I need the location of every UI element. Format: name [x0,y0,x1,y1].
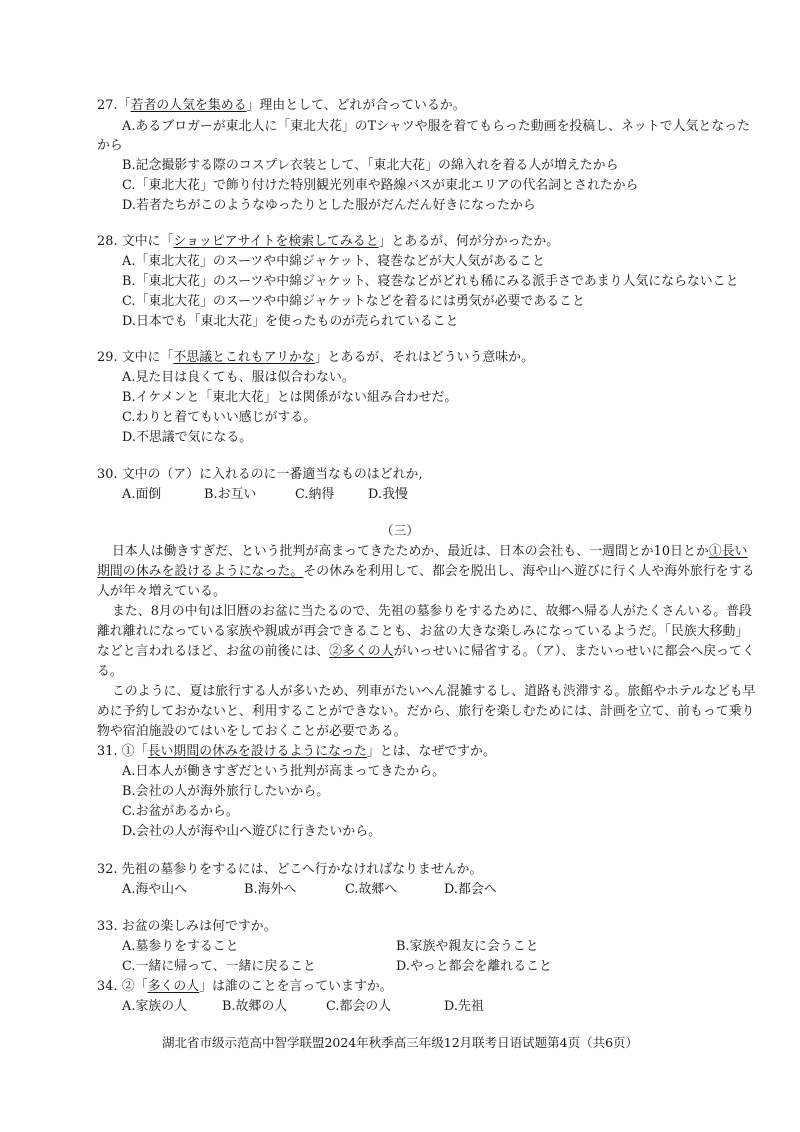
q33-stem: 33. お盆の楽しみは何ですか。 [97,919,277,934]
q34-option-c: C.都会の人 [326,999,392,1014]
q31-option-d: D.会社の人が海や山へ遊びに行きたいから。 [122,824,382,839]
q28-option-c: C.「東北大花」のスーツや中綿ジャケットなどを着るには勇気が必要であること [122,294,585,309]
q30-option-d: D.我慢 [368,487,408,502]
q34-option-a: A.家族の人 [122,999,188,1014]
q27-option-b: B.記念撮影する際のコスプレ衣装として、「東北大花」の綿入れを着る人が増えたから [122,158,619,173]
q27-option-d: D.若者たちがこのようなゆったりとした服がだんだん好きになったから [122,198,536,213]
passage-p1-line3: 人が年々増えている。 [97,584,226,599]
q29-option-d: D.不思議で気になる。 [122,430,253,445]
q28-option-d: D.日本でも「東北大花」を使ったものが売られていること [122,314,459,329]
q33-option-d: D.やっと都会を離れること [396,959,552,974]
passage-underline-1a: ①長い [708,544,748,559]
q28-stem: 28. 文中に「ショッピアサイトを検索してみると」とあるが、何が分かったか。 [97,234,560,249]
q29-option-c: C.わりと着てもいい感じがする。 [122,410,317,425]
q32-option-c: C.故郷へ [345,882,398,897]
q31-option-a: A.日本人が働きすぎだという批判が高まってきたから。 [122,764,446,779]
page-footer: 湖北省市级示范高中智学联盟2024年秋季高三年级12月联考日语试题第4页（共6页） [161,1035,639,1050]
passage-underline-1b: 期間の休みを設けるようになった。 [97,564,304,579]
section-heading: （三） [380,524,420,539]
q30-option-a: A.面倒 [122,487,162,502]
q30-option-c: C.納得 [295,487,335,502]
passage-p3-line3: 物や宿泊施設のてはいをしておくことが必要である。 [97,724,407,739]
q27-stem: 27.「若者の人気を集める」理由として、どれが合っているか。 [97,98,466,113]
passage-p1-line2: 期間の休みを設けるようになった。その休みを利用して、都会を脱出し、海や山へ遊びに行く人や海外旅行をする [97,564,755,579]
q29-option-a: A.見た目は良くても、服は似合わない。 [122,370,355,385]
q27-underlined-phrase: 若者の人気を集める [130,98,247,113]
q31-underlined-phrase: 長い期間の休みを設けるようになった [147,744,367,759]
q28-option-a: A.「東北大花」のスーツや中綿ジャケット、寝巻などが大人気があること [122,254,546,269]
q29-option-b: B.イケメンと「東北大花」とは関係がない組み合わせだ。 [122,390,458,405]
q34-underlined-phrase: 多くの人 [147,979,200,994]
q32-stem: 32. 先祖の墓参りをするには、どこへ行かなければなりませんか。 [97,862,483,877]
q34-option-b: B.故郷の人 [222,999,288,1014]
passage-p2-line2: 離れ離れになっている家族や親戚が再会できることも、お盆の大きな楽しみになっているようだ。「民族大移動」 [97,624,749,639]
q30-option-b: B.お互い [204,487,257,502]
q31-option-b: B.会社の人が海外旅行したいから。 [122,784,330,799]
q29-stem: 29. 文中に「不思議とこれもアリかな」とあるが、それはどういう意味か。 [97,350,535,365]
q33-option-a: A.墓参りをすること [122,939,239,954]
q32-option-d: D.都会へ [444,882,497,897]
q34-option-d: D.先祖 [444,999,484,1014]
q29-underlined-phrase: 不思議とこれもアリかな [173,350,315,365]
passage-p2-line3: などと言われるほど、お盆の前後には、②多くの人がいっせいに帰省する。（ア）、またいっせいに都会へ戻ってく [97,644,755,659]
passage-p3-line1: このように、夏は旅行する人が多いため、列車がたいへん混雑するし、道路も渋滞する。旅館やホテルなども早 [112,684,756,699]
q28-underlined-phrase: ショッピアサイトを検索してみると [173,234,379,249]
q31-option-c: C.お盆があるから。 [122,804,239,819]
q32-option-b: B.海外へ [244,882,297,897]
q27-option-a: A.あるブロガーが東北人に「東北大花」のTシャツや服を着てもらった動画を投稿し、ネットで人気となった [122,119,751,134]
q30-stem: 30. 文中の（ア）に入れるのに一番適当なものはどれか, [97,467,423,482]
q28-option-b: B.「東北大花」のスーツや中綿ジャケット、寝巻などがどれも稀にみる派手さであまり人気にならないこと [122,274,739,289]
passage-p2-line4: る。 [97,664,123,679]
q34-stem: 34. ②「多くの人」は誰のことを言っていますか。 [97,979,393,994]
passage-p3-line2: めに予約しておかないと、利用することができない。だから、旅行を楽しむためには、計画を立て、前もって乗り [97,704,755,719]
q33-option-c: C.一緒に帰って、一緒に戻ること [122,959,316,974]
passage-p1-line1: 日本人は働きすぎだ、という批判が高まってきたためか、最近は、日本の会社も、一週間とか10日とか①長い [112,544,748,559]
passage-underline-2: ②多くの人 [329,644,394,659]
q32-option-a: A.海や山へ [122,882,188,897]
q33-option-b: B.家族や親友に会うこと [396,939,539,954]
passage-p2-line1: また、8月の中旬は旧暦のお盆に当たるので、先祖の墓参りをするために、故郷へ帰る人がたくさんいる。普段 [112,604,752,619]
q27-option-c: C.「東北大花」で飾り付けた特別観光列車や路線バスが東北エリアの代名詞とされたから [122,178,639,193]
q27-option-a-cont: から [97,138,123,153]
q31-stem: 31. ①「長い期間の休みを設けるようになった」とは、なぜですか。 [97,744,496,759]
